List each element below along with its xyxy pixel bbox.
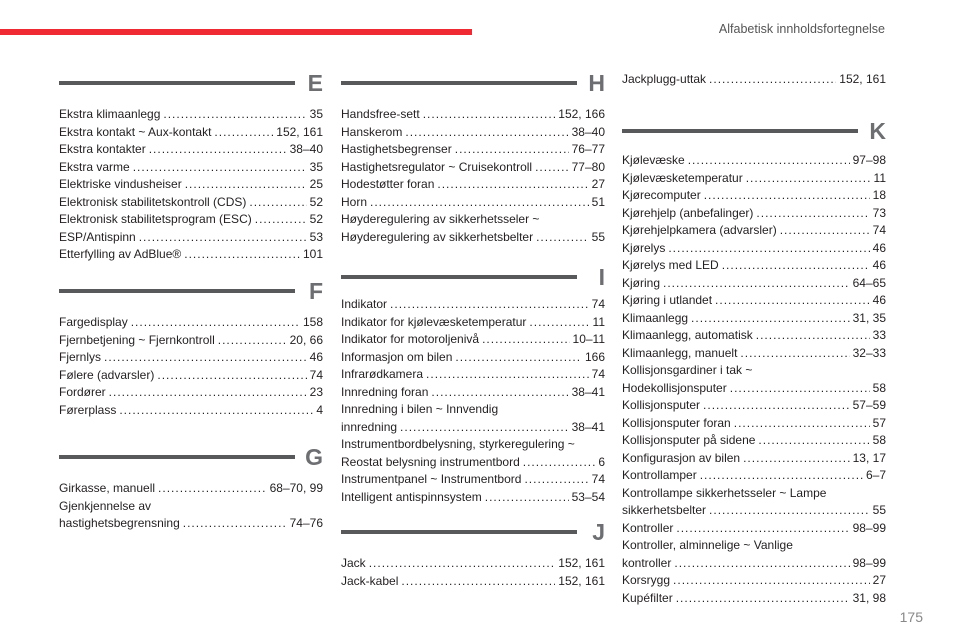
entry-page-ref: 74 bbox=[309, 367, 323, 382]
index-entry[interactable] bbox=[59, 176, 323, 194]
section-rule bbox=[341, 81, 577, 85]
entry-term: Kollisjonsputer på sidene bbox=[622, 433, 756, 447]
entry-page-ref: 6–7 bbox=[865, 468, 886, 482]
entry-term: Klimaanlegg, automatisk bbox=[622, 328, 753, 342]
entry-term: Innredning foran bbox=[341, 384, 429, 399]
entry-term: Fjernlys bbox=[59, 350, 102, 364]
entry-page-ref: 73 bbox=[872, 205, 886, 220]
entry-term: Jackplugg-uttak bbox=[622, 72, 707, 86]
dot-leader bbox=[709, 502, 870, 520]
dot-leader bbox=[455, 141, 569, 159]
entry-page-ref: 74 bbox=[872, 223, 886, 237]
section-rule bbox=[622, 129, 858, 133]
entry-term: Høyderegulering av sikkerhetsbelter bbox=[341, 229, 534, 244]
entry-list bbox=[59, 106, 323, 264]
index-entry[interactable] bbox=[59, 332, 323, 350]
entry-term: Kupéfilter bbox=[622, 590, 673, 605]
entry-term: Kjøring i utlandet bbox=[622, 293, 713, 307]
entry-page-ref: 98–99 bbox=[852, 520, 886, 535]
dot-leader bbox=[157, 367, 306, 385]
entry-term: Jack bbox=[341, 556, 366, 570]
dot-leader bbox=[249, 194, 306, 212]
dot-leader bbox=[109, 384, 307, 402]
index-entry[interactable] bbox=[622, 222, 886, 240]
header-title: Alfabetisk innholdsfortegnelse bbox=[718, 22, 885, 36]
entry-page-ref: 25 bbox=[309, 177, 323, 191]
index-entry[interactable] bbox=[341, 555, 605, 573]
entry-term: Hanskerom bbox=[341, 124, 403, 139]
dot-leader bbox=[703, 397, 850, 415]
entry-term: hastighetsbegrensning bbox=[59, 516, 180, 530]
entry-page-ref: 74 bbox=[591, 472, 605, 486]
entry-page-ref: 53 bbox=[309, 229, 323, 244]
entry-page-ref: 31, 98 bbox=[852, 590, 886, 605]
entry-list bbox=[341, 555, 605, 590]
entry-term: Reostat belysning instrumentbord bbox=[341, 454, 520, 469]
index-entry[interactable] bbox=[622, 310, 886, 328]
entry-list bbox=[59, 480, 323, 533]
dot-leader bbox=[119, 402, 313, 420]
index-entry[interactable] bbox=[59, 367, 323, 385]
index-section-continued bbox=[622, 71, 886, 89]
dot-leader bbox=[758, 432, 869, 450]
dot-leader bbox=[734, 415, 870, 433]
entry-page-ref: 57 bbox=[872, 415, 886, 430]
section-rule bbox=[59, 81, 295, 85]
dot-leader bbox=[405, 124, 568, 142]
index-entry[interactable] bbox=[59, 349, 323, 367]
entry-page-ref: 32–33 bbox=[852, 345, 886, 360]
section-header bbox=[341, 264, 605, 296]
entry-page-ref: 27 bbox=[591, 177, 605, 191]
index-entry[interactable] bbox=[622, 450, 886, 468]
index-entry[interactable] bbox=[59, 194, 323, 212]
index-entry[interactable] bbox=[59, 246, 323, 264]
dot-leader bbox=[400, 419, 569, 437]
dot-leader bbox=[715, 292, 870, 310]
index-entry[interactable] bbox=[59, 498, 323, 533]
entry-page-ref: 152, 161 bbox=[558, 556, 605, 570]
entry-term-line: Kollisjonsgardiner i tak ~ bbox=[622, 363, 753, 377]
section-rule bbox=[59, 455, 295, 459]
index-entry[interactable] bbox=[341, 489, 605, 507]
dot-leader bbox=[370, 194, 589, 212]
entry-term: Elektriske vindusheiser bbox=[59, 177, 182, 191]
index-entry[interactable] bbox=[341, 141, 605, 159]
entry-page-ref: 101 bbox=[302, 247, 323, 261]
entry-term: Indikator bbox=[341, 297, 388, 311]
index-section-e bbox=[59, 70, 323, 264]
entry-page-ref: 31, 35 bbox=[852, 310, 886, 325]
entry-term: sikkerhetsbelter bbox=[622, 503, 707, 517]
entry-term: Instrumentpanel ~ Instrumentbord bbox=[341, 472, 522, 486]
entry-term: Kjørelys med LED bbox=[622, 258, 719, 272]
entry-term: Følere (advarsler) bbox=[59, 367, 155, 382]
dot-leader bbox=[700, 467, 863, 485]
dot-leader bbox=[722, 257, 870, 275]
dot-leader bbox=[163, 106, 306, 124]
entry-term-line: Kontrollampe sikkerhetsseler ~ Lampe bbox=[622, 485, 827, 500]
entry-list bbox=[622, 71, 886, 89]
entry-page-ref: 35 bbox=[309, 107, 323, 121]
index-entry[interactable] bbox=[622, 170, 886, 188]
entry-term: Infrarødkamera bbox=[341, 367, 424, 381]
index-entry[interactable] bbox=[622, 572, 886, 590]
index-entry[interactable] bbox=[622, 187, 886, 205]
dot-leader bbox=[133, 159, 307, 177]
section-letter: I bbox=[598, 264, 605, 290]
dot-leader bbox=[401, 573, 555, 591]
index-entry[interactable] bbox=[341, 124, 605, 142]
entry-page-ref: 74 bbox=[591, 297, 605, 311]
dot-leader bbox=[673, 572, 870, 590]
dot-leader bbox=[218, 332, 287, 350]
entry-page-ref: 13, 17 bbox=[852, 450, 886, 465]
dot-leader bbox=[756, 205, 869, 223]
entry-term: Kollisjonsputer bbox=[622, 398, 701, 412]
index-section-g bbox=[59, 444, 323, 533]
entry-page-ref: 18 bbox=[872, 188, 886, 202]
top-accent-bar bbox=[0, 29, 472, 35]
entry-page-ref: 158 bbox=[302, 315, 323, 329]
entry-page-ref: 11 bbox=[592, 314, 605, 329]
dot-leader bbox=[688, 152, 850, 170]
index-entry[interactable] bbox=[59, 141, 323, 159]
entry-page-ref: 27 bbox=[872, 573, 886, 587]
entry-page-ref: 166 bbox=[584, 349, 605, 364]
entry-term: Jack-kabel bbox=[341, 573, 399, 588]
index-entry[interactable] bbox=[341, 384, 605, 402]
dot-leader bbox=[529, 314, 589, 332]
dot-leader bbox=[390, 296, 589, 314]
section-header bbox=[341, 70, 605, 106]
entry-term: Konfigurasjon av bilen bbox=[622, 450, 741, 465]
dot-leader bbox=[455, 349, 582, 367]
entry-page-ref: 58 bbox=[872, 433, 886, 447]
index-entry[interactable] bbox=[59, 384, 323, 402]
dot-leader bbox=[431, 384, 568, 402]
entry-page-ref: 74–76 bbox=[289, 516, 323, 530]
entry-term: Klimaanlegg bbox=[622, 310, 689, 325]
entry-term: Førerplass bbox=[59, 402, 117, 417]
index-section-f bbox=[59, 278, 323, 419]
entry-page-ref: 46 bbox=[872, 240, 886, 255]
dot-leader bbox=[535, 159, 569, 177]
index-entry[interactable] bbox=[622, 205, 886, 223]
entry-page-ref: 11 bbox=[873, 170, 886, 185]
entry-page-ref: 64–65 bbox=[852, 275, 886, 290]
entry-page-ref: 33 bbox=[872, 328, 886, 342]
section-rule bbox=[341, 530, 577, 534]
index-entry[interactable] bbox=[341, 194, 605, 212]
dot-leader bbox=[423, 106, 556, 124]
entry-page-ref: 152, 166 bbox=[558, 107, 605, 121]
entry-term: Korsrygg bbox=[622, 573, 671, 587]
dot-leader bbox=[104, 349, 307, 367]
dot-leader bbox=[255, 211, 307, 229]
entry-term: Hodestøtter foran bbox=[341, 177, 435, 191]
entry-page-ref: 51 bbox=[591, 194, 605, 209]
entry-term: Kjøring bbox=[622, 275, 661, 290]
dot-leader bbox=[740, 345, 849, 363]
dot-leader bbox=[437, 176, 588, 194]
dot-leader bbox=[185, 176, 307, 194]
entry-list bbox=[341, 296, 605, 506]
dot-leader bbox=[139, 229, 307, 247]
entry-term: Ekstra kontakter bbox=[59, 142, 146, 156]
entry-term: Kjørehjelp (anbefalinger) bbox=[622, 205, 754, 220]
dot-leader bbox=[369, 555, 556, 573]
entry-term: Kjørelys bbox=[622, 240, 666, 255]
entry-term: Kjørecomputer bbox=[622, 188, 701, 202]
dot-leader bbox=[674, 555, 849, 573]
entry-term-line: Kontroller, alminnelige ~ Vanlige bbox=[622, 538, 793, 552]
entry-page-ref: 46 bbox=[872, 293, 886, 307]
entry-page-ref: 4 bbox=[316, 402, 323, 417]
index-entry[interactable] bbox=[622, 240, 886, 258]
entry-term: Hastighetsregulator ~ Cruisekontroll bbox=[341, 159, 533, 174]
section-letter: K bbox=[869, 118, 886, 144]
section-header bbox=[622, 118, 886, 152]
entry-term: Girkasse, manuell bbox=[59, 481, 156, 495]
entry-term: Hodekollisjonsputer bbox=[622, 380, 727, 395]
dot-leader bbox=[184, 246, 300, 264]
entry-term: Intelligent antispinnsystem bbox=[341, 489, 482, 504]
section-header bbox=[59, 70, 323, 106]
entry-term: Kontrollamper bbox=[622, 468, 697, 482]
index-entry[interactable] bbox=[341, 573, 605, 591]
entry-page-ref: 58 bbox=[872, 380, 886, 395]
index-entry[interactable] bbox=[622, 275, 886, 293]
index-entry[interactable] bbox=[59, 211, 323, 229]
entry-term: Fordører bbox=[59, 385, 106, 399]
dot-leader bbox=[158, 480, 267, 498]
entry-term: Etterfylling av AdBlue® bbox=[59, 247, 182, 261]
entry-page-ref: 74 bbox=[591, 367, 605, 381]
index-entry[interactable] bbox=[59, 159, 323, 177]
dot-leader bbox=[482, 331, 569, 349]
entry-page-ref: 152, 161 bbox=[839, 72, 886, 86]
entry-term: Kollisjonsputer foran bbox=[622, 415, 731, 430]
index-section-j bbox=[341, 519, 605, 590]
index-entry[interactable] bbox=[59, 229, 323, 247]
index-entry[interactable] bbox=[622, 432, 886, 450]
entry-term: Informasjon om bilen bbox=[341, 349, 453, 364]
entry-term: Ekstra klimaanlegg bbox=[59, 107, 161, 121]
entry-page-ref: 46 bbox=[872, 258, 886, 272]
entry-term: Kjølevæske bbox=[622, 153, 685, 167]
entry-list bbox=[59, 314, 323, 419]
entry-page-ref: 55 bbox=[591, 229, 605, 244]
index-entry[interactable] bbox=[622, 467, 886, 485]
entry-term-line: Instrumentbordbelysning, styrkeregulering ~ bbox=[341, 437, 575, 451]
index-entry[interactable] bbox=[622, 590, 886, 608]
dot-leader bbox=[676, 520, 849, 538]
entry-page-ref: 76–77 bbox=[571, 142, 605, 156]
entry-page-ref: 77–80 bbox=[571, 159, 605, 174]
index-entry[interactable] bbox=[341, 176, 605, 194]
index-entry[interactable] bbox=[341, 436, 605, 471]
section-letter: F bbox=[308, 278, 323, 304]
section-header bbox=[341, 519, 605, 555]
index-section-k bbox=[622, 118, 886, 607]
section-letter: H bbox=[588, 70, 605, 96]
entry-page-ref: 10–11 bbox=[572, 332, 605, 346]
entry-term: kontroller bbox=[622, 555, 672, 570]
entry-page-ref: 57–59 bbox=[852, 398, 886, 412]
entry-page-ref: 35 bbox=[309, 159, 323, 174]
dot-leader bbox=[524, 471, 588, 489]
entry-term: Elektronisk stabilitetsprogram (ESC) bbox=[59, 212, 252, 226]
dot-leader bbox=[426, 366, 589, 384]
index-entry[interactable] bbox=[341, 401, 605, 436]
entry-term-line: Gjenkjennelse av bbox=[59, 498, 152, 513]
index-entry[interactable] bbox=[341, 159, 605, 177]
dot-leader bbox=[663, 275, 850, 293]
index-entry[interactable] bbox=[341, 331, 605, 349]
dot-leader bbox=[704, 187, 870, 205]
entry-page-ref: 46 bbox=[309, 350, 323, 364]
index-entry[interactable] bbox=[622, 397, 886, 415]
section-letter: J bbox=[592, 519, 605, 545]
dot-leader bbox=[709, 71, 836, 89]
section-header bbox=[59, 278, 323, 314]
index-entry[interactable] bbox=[341, 366, 605, 384]
dot-leader bbox=[730, 380, 870, 398]
entry-term-line: Høyderegulering av sikkerhetsseler ~ bbox=[341, 212, 540, 226]
index-entry[interactable] bbox=[341, 349, 605, 367]
entry-page-ref: 152, 161 bbox=[276, 124, 323, 139]
section-rule bbox=[59, 289, 295, 293]
entry-list bbox=[622, 152, 886, 607]
dot-leader bbox=[691, 310, 850, 328]
entry-term: innredning bbox=[341, 419, 398, 434]
entry-term: Kjørehjelpkamera (advarsler) bbox=[622, 223, 777, 237]
dot-leader bbox=[536, 229, 589, 247]
index-entry[interactable] bbox=[622, 292, 886, 310]
index-entry[interactable] bbox=[622, 485, 886, 520]
dot-leader bbox=[756, 327, 870, 345]
index-section-h bbox=[341, 70, 605, 246]
section-letter: E bbox=[307, 70, 323, 96]
index-entry[interactable] bbox=[622, 520, 886, 538]
dot-leader bbox=[183, 515, 287, 533]
entry-term: Elektronisk stabilitetskontroll (CDS) bbox=[59, 194, 247, 209]
entry-page-ref: 38–40 bbox=[571, 124, 605, 139]
dot-leader bbox=[780, 222, 870, 240]
index-entry[interactable] bbox=[622, 345, 886, 363]
entry-page-ref: 23 bbox=[309, 385, 323, 399]
dot-leader bbox=[743, 450, 850, 468]
dot-leader bbox=[214, 124, 273, 142]
index-entry[interactable] bbox=[622, 71, 886, 89]
entry-page-ref: 6 bbox=[598, 454, 605, 469]
index-entry[interactable] bbox=[341, 211, 605, 246]
index-entry[interactable] bbox=[622, 257, 886, 275]
entry-term: Handsfree-sett bbox=[341, 107, 420, 121]
index-entry[interactable] bbox=[622, 362, 886, 397]
entry-term-line: Innredning i bilen ~ Innvendig bbox=[341, 402, 499, 416]
entry-term: Indikator for kjølevæsketemperatur bbox=[341, 314, 527, 329]
entry-page-ref: 152, 161 bbox=[558, 573, 605, 588]
index-entry[interactable] bbox=[59, 106, 323, 124]
entry-page-ref: 53–54 bbox=[571, 489, 605, 504]
index-entry[interactable] bbox=[59, 402, 323, 420]
index-entry[interactable] bbox=[59, 124, 323, 142]
entry-term: Ekstra kontakt ~ Aux-kontakt bbox=[59, 124, 212, 139]
section-rule bbox=[341, 275, 577, 279]
entry-page-ref: 20, 66 bbox=[289, 332, 323, 347]
page-number: 175 bbox=[899, 609, 923, 625]
entry-page-ref: 38–40 bbox=[289, 142, 323, 156]
index-section-i bbox=[341, 264, 605, 506]
index-entry[interactable] bbox=[341, 296, 605, 314]
entry-page-ref: 97–98 bbox=[852, 153, 886, 167]
entry-term: Klimaanlegg, manuelt bbox=[622, 345, 738, 360]
entry-page-ref: 52 bbox=[309, 194, 323, 209]
entry-page-ref: 38–41 bbox=[571, 384, 605, 399]
dot-leader bbox=[676, 590, 850, 608]
entry-term: Indikator for motoroljenivå bbox=[341, 332, 480, 346]
index-entry[interactable] bbox=[622, 327, 886, 345]
entry-page-ref: 52 bbox=[309, 212, 323, 226]
entry-term: Ekstra varme bbox=[59, 159, 130, 174]
entry-list bbox=[341, 106, 605, 246]
entry-term: Fjernbetjening ~ Fjernkontroll bbox=[59, 332, 215, 347]
entry-page-ref: 98–99 bbox=[852, 555, 886, 570]
index-entry[interactable] bbox=[59, 314, 323, 332]
dot-leader bbox=[149, 141, 287, 159]
entry-term: Kjølevæsketemperatur bbox=[622, 170, 743, 185]
entry-term: Kontroller bbox=[622, 520, 674, 535]
dot-leader bbox=[131, 314, 300, 332]
index-entry[interactable] bbox=[622, 152, 886, 170]
entry-page-ref: 38–41 bbox=[571, 419, 605, 434]
section-letter: G bbox=[305, 444, 323, 470]
dot-leader bbox=[668, 240, 869, 258]
index-entry[interactable] bbox=[341, 314, 605, 332]
entry-term: Hastighetsbegrenser bbox=[341, 142, 452, 156]
entry-term: Fargedisplay bbox=[59, 315, 128, 329]
entry-page-ref: 55 bbox=[872, 503, 886, 517]
entry-page-ref: 68–70, 99 bbox=[269, 481, 323, 495]
index-entry[interactable] bbox=[341, 106, 605, 124]
index-entry[interactable] bbox=[341, 471, 605, 489]
dot-leader bbox=[746, 170, 871, 188]
entry-term: ESP/Antispinn bbox=[59, 229, 136, 244]
index-entry[interactable] bbox=[59, 480, 323, 498]
index-entry[interactable] bbox=[622, 415, 886, 433]
index-entry[interactable] bbox=[622, 537, 886, 572]
dot-leader bbox=[523, 454, 596, 472]
entry-term: Horn bbox=[341, 194, 368, 209]
dot-leader bbox=[485, 489, 569, 507]
section-header bbox=[59, 444, 323, 480]
